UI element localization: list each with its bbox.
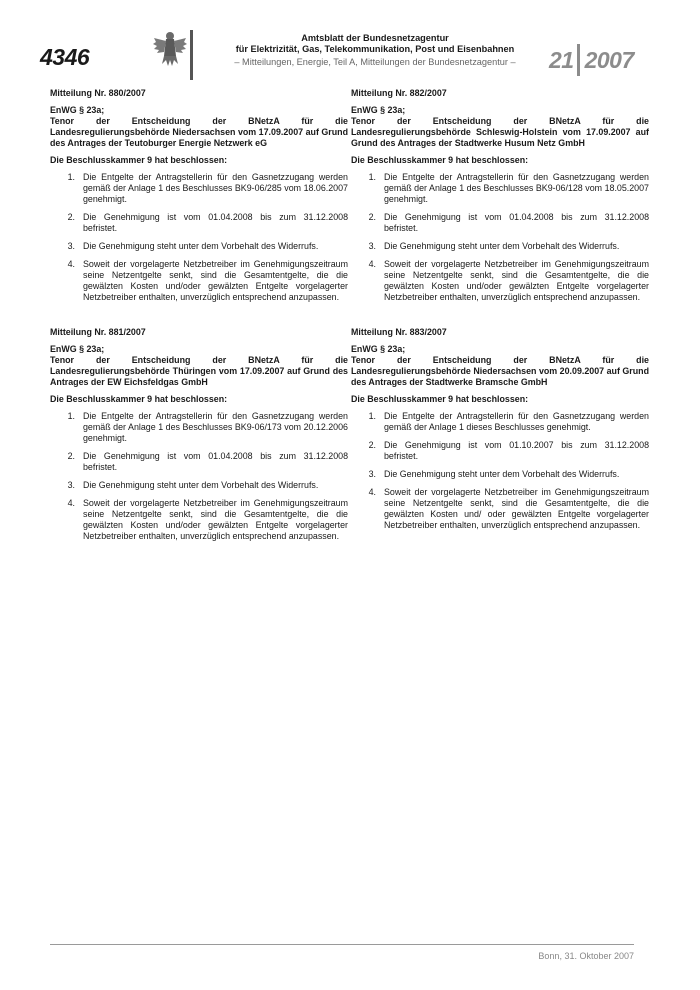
decision-item [351, 259, 649, 303]
notice-decision-heading: Tenor der Entscheidung der BNetzA für die Landesregulierungsbehörde Thüringen vom 17.09.2007 auf Grund des Antrages der EW Eichsfeldgas GmbH [50, 355, 348, 387]
decision-item-number: 1. [368, 172, 376, 182]
decision-item-number: 2. [67, 212, 75, 222]
decision-item [50, 212, 348, 234]
decision-item-text: Die Entgelte der Antragstellerin für den Gasnetzzugang werden gemäß der Anlage 1 dieses Beschlusses genehmigt. [384, 411, 649, 432]
decision-item-text: Die Genehmigung ist vom 01.04.2008 bis zum 31.12.2008 befristet. [384, 212, 649, 233]
decision-item-text: Die Genehmigung steht unter dem Vorbehalt des Widerrufs. [83, 480, 319, 490]
notice-title: Mitteilung Nr. 880/2007 [50, 88, 146, 98]
decision-item-text: Die Genehmigung ist vom 01.04.2008 bis zum 31.12.2008 befristet. [83, 212, 348, 233]
notice-section [351, 88, 649, 303]
decision-item-text: Soweit der vorgelagerte Netzbetreiber im Genehmigungszeitraum seine Netzentgelte senkt, sind die Gesamtentgelte, die die gewälzten Kosten und/oder gewälzten Entgelte vorgelagerter Netzbetreiber enthalten, unverzüglich entsprechend anzupassen. [83, 498, 348, 541]
footer-divider [50, 944, 634, 945]
notice-decision-heading: Tenor der Entscheidung der BNetzA für die Landesregulierungsbehörde Niedersachsen vom 20.09.2007 auf Grund des Antrages der Stadtwerke Bramsche GmbH [351, 355, 649, 387]
notice-law-reference: EnWG § 23a; [50, 344, 105, 354]
notice-intro: Die Beschlusskammer 9 hat beschlossen: [351, 155, 529, 165]
notice-subject [351, 344, 649, 388]
decision-item-number: 4. [67, 498, 75, 508]
issue-year: 2007 [584, 46, 634, 73]
decision-item-text: Die Entgelte der Antragstellerin für den Gasnetzzugang werden gemäß der Anlage 1 des Beschlusses BK9-06/128 vom 18.05.2007 genehmigt. [384, 172, 649, 204]
decision-item-text: Soweit der vorgelagerte Netzbetreiber im Genehmigungszeitraum seine Netzentgelte senkt, sind die Gesamtentgelte, die die gewälzten Kosten und/oder gewälzten Entgelte vorgelagerter Netzbetreiber enthalten, unverzüglich entsprechend anzupassen. [83, 259, 348, 302]
notice-law-reference: EnWG § 23a; [50, 105, 105, 115]
decision-list [50, 172, 348, 303]
notice-intro: Die Beschlusskammer 9 hat beschlossen: [50, 155, 228, 165]
notice-title: Mitteilung Nr. 883/2007 [351, 327, 447, 337]
decision-item [50, 241, 348, 252]
decision-item [351, 469, 649, 480]
decision-item [351, 241, 649, 252]
decision-item-text: Die Genehmigung steht unter dem Vorbehalt des Widerrufs. [83, 241, 319, 251]
masthead-section: – Mitteilungen, Energie, Teil A, Mitteilungen der Bundesnetzagentur – [234, 57, 516, 67]
notice-decision-heading: Tenor der Entscheidung der BNetzA für die Landesregulierungsbehörde Schleswig-Holstein vom 17.09.2007 auf Grund des Antrages der Stadtwerke Husum Netz GmbH [351, 116, 649, 148]
decision-item [50, 172, 348, 205]
notice-section [50, 327, 348, 542]
issue-divider [577, 44, 580, 76]
decision-item [50, 411, 348, 444]
masthead-title: Amtsblatt der Bundesnetzagentur [301, 33, 449, 43]
decision-list [50, 411, 348, 542]
decision-item [351, 411, 649, 433]
decision-item-number: 1. [368, 411, 376, 421]
footer-place-date: Bonn, 31. Oktober 2007 [538, 951, 634, 961]
decision-item [50, 498, 348, 542]
decision-item-number: 3. [67, 241, 75, 251]
decision-item [50, 259, 348, 303]
decision-item-text: Die Genehmigung ist vom 01.04.2008 bis zum 31.12.2008 befristet. [83, 451, 348, 472]
decision-item-text: Die Genehmigung steht unter dem Vorbehalt des Widerrufs. [384, 241, 620, 251]
decision-item-text: Die Entgelte der Antragstellerin für den Gasnetzzugang werden gemäß der Anlage 1 des Beschlusses BK9-06/285 vom 18.06.2007 genehmigt. [83, 172, 348, 204]
notice-intro: Die Beschlusskammer 9 hat beschlossen: [351, 394, 529, 404]
decision-item [351, 172, 649, 205]
right-column [351, 88, 649, 538]
decision-item [50, 480, 348, 491]
notice-title: Mitteilung Nr. 881/2007 [50, 327, 146, 337]
decision-item-number: 1. [67, 411, 75, 421]
notice-intro: Die Beschlusskammer 9 hat beschlossen: [50, 394, 228, 404]
decision-list [351, 172, 649, 303]
decision-item-number: 4. [368, 487, 376, 497]
header-divider [190, 30, 193, 80]
page-number: 4346 [40, 44, 90, 70]
decision-item-number: 2. [368, 440, 376, 450]
decision-item-text: Die Genehmigung steht unter dem Vorbehalt des Widerrufs. [384, 469, 620, 479]
decision-item-number: 3. [368, 469, 376, 479]
decision-item-text: Soweit der vorgelagerte Netzbetreiber im Genehmigungszeitraum seine Netzentgelte senkt, sind die Gesamtentgelte, die die gewälzten Kosten und/ oder gewälzten Entgelte vorgelagerter Netzbetreiber enthalten, unverzüglich entsprechend anzupassen. [384, 487, 649, 530]
decision-item-text: Die Genehmigung ist vom 01.10.2007 bis zum 31.12.2008 befristet. [384, 440, 649, 461]
notice-subject [351, 105, 649, 149]
decision-item-text: Soweit der vorgelagerte Netzbetreiber im Genehmigungszeitraum seine Netzentgelte senkt, sind die Gesamtentgelte, die die gewälzten Kosten und/oder gewälzten Entgelte vorgelagerter Netzbetreiber enthalten, unverzüglich entsprechend anzupassen. [384, 259, 649, 302]
notice-section [50, 88, 348, 303]
masthead-subtitle: für Elektrizität, Gas, Telekommunikation, Post und Eisenbahnen [235, 44, 515, 54]
decision-item-number: 4. [67, 259, 75, 269]
notice-title: Mitteilung Nr. 882/2007 [351, 88, 447, 98]
issue-marker [549, 44, 634, 76]
decision-item-number: 4. [368, 259, 376, 269]
notice-section [351, 327, 649, 531]
notice-decision-heading: Tenor der Entscheidung der BNetzA für die Landesregulierungsbehörde Niedersachsen vom 17.09.2007 auf Grund des Antrages der Teutoburger Energie Netzwerk eG [50, 116, 348, 148]
decision-item [351, 212, 649, 234]
notice-subject [50, 105, 348, 149]
notice-law-reference: EnWG § 23a; [351, 105, 406, 115]
decision-item-number: 3. [67, 480, 75, 490]
decision-item [351, 440, 649, 462]
federal-eagle-icon [152, 30, 188, 70]
issue-number: 21 [549, 46, 574, 73]
decision-item [351, 487, 649, 531]
decision-item-number: 3. [368, 241, 376, 251]
decision-item-number: 2. [368, 212, 376, 222]
decision-item-text: Die Entgelte der Antragstellerin für den Gasnetzzugang werden gemäß der Anlage 1 des Beschlusses BK9-06/173 vom 20.12.2006 genehmigt. [83, 411, 348, 443]
notice-subject [50, 344, 348, 388]
notice-law-reference: EnWG § 23a; [351, 344, 406, 354]
decision-item [50, 451, 348, 473]
decision-item-number: 2. [67, 451, 75, 461]
decision-list [351, 411, 649, 531]
decision-item-number: 1. [67, 172, 75, 182]
left-column [50, 88, 348, 549]
masthead [196, 33, 554, 68]
